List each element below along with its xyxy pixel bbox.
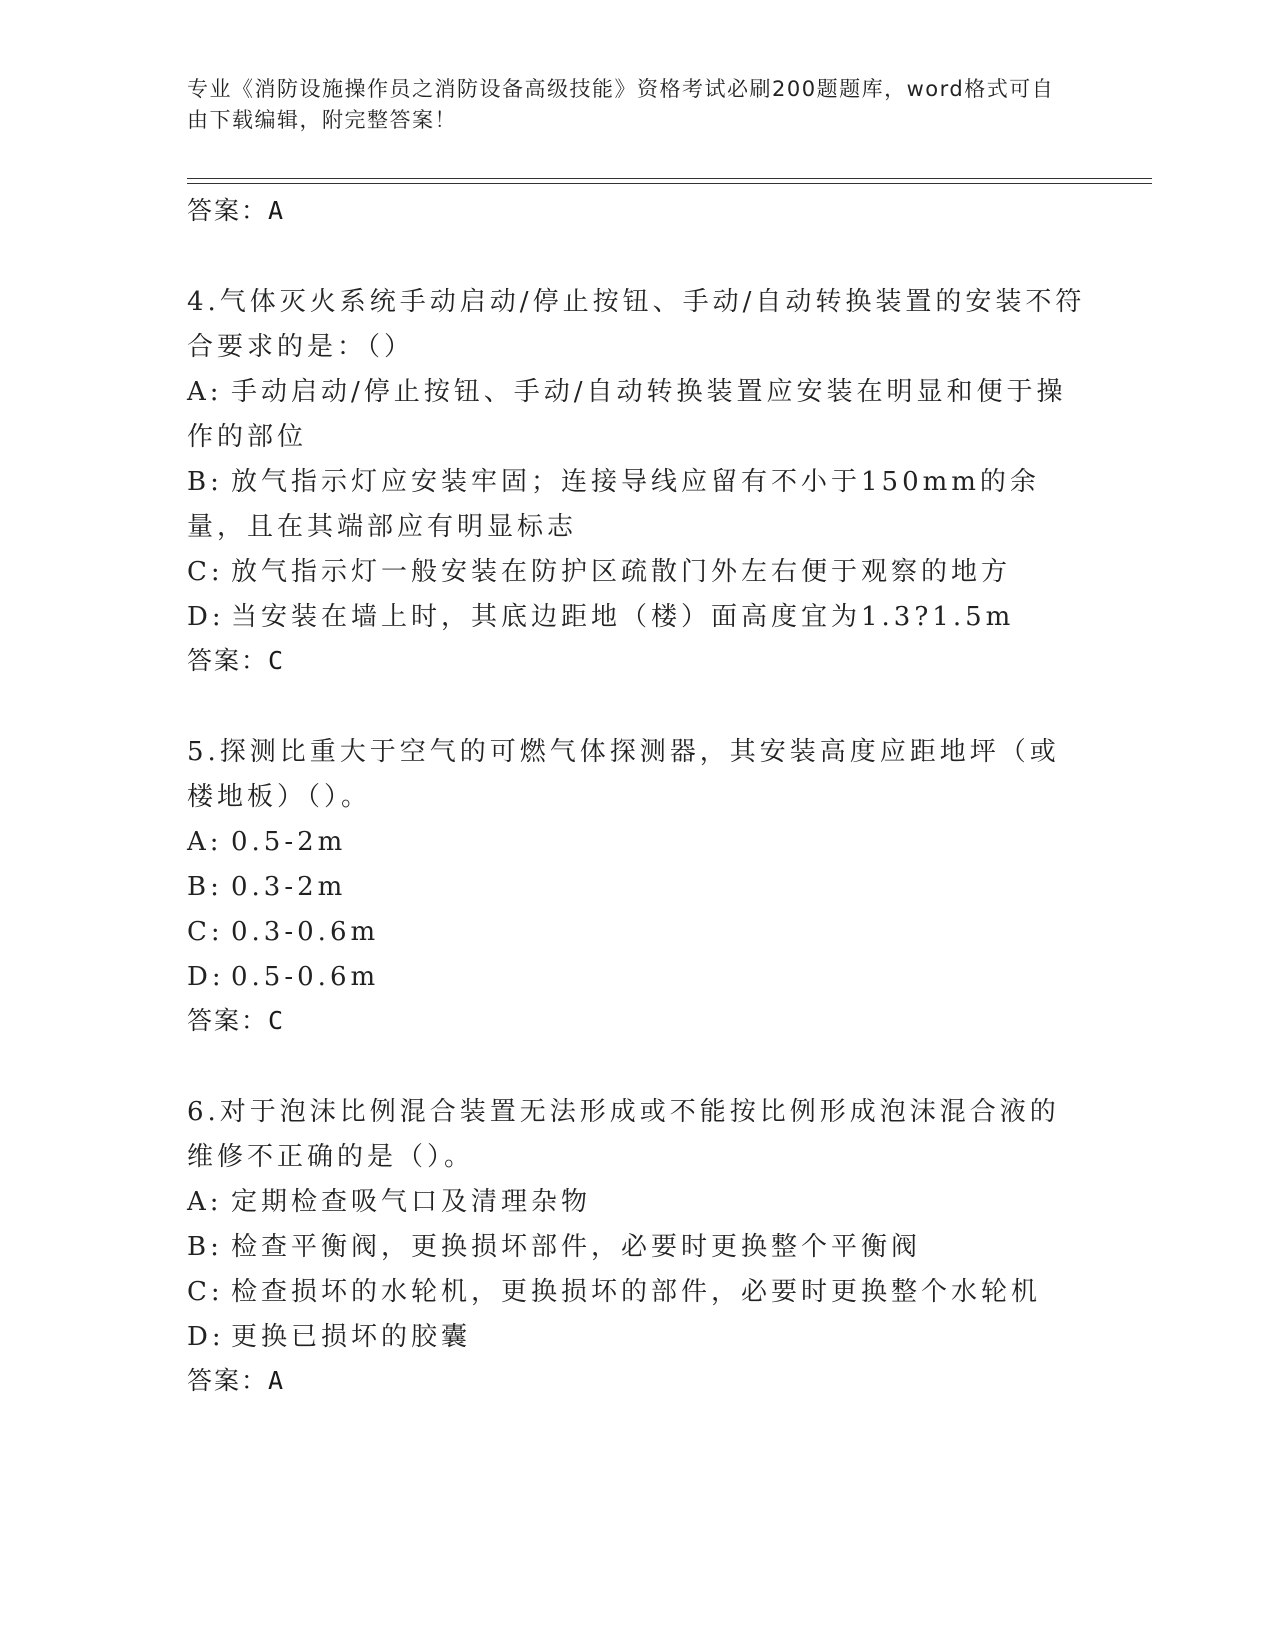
option-text: 0.3-2m: [231, 872, 347, 902]
option-b: [187, 865, 1087, 910]
option-a: [187, 370, 1087, 460]
document-header: 专业《消防设施操作员之消防设备高级技能》资格考试必刷200题题库，word格式可自由下载编辑，附完整答案！: [187, 77, 1055, 132]
answer-line: [187, 190, 1087, 232]
answer-line: [187, 1360, 1087, 1402]
question-4: [187, 280, 1087, 682]
answer-value: A: [268, 1366, 284, 1395]
question-stem: 6.对于泡沫比例混合装置无法形成或不能按比例形成泡沫混合液的维修不正确的是（）。: [187, 1097, 1060, 1172]
header-divider-top: [187, 178, 1152, 179]
option-label: C:: [187, 557, 224, 587]
option-a: [187, 1180, 1087, 1225]
option-text: 定期检查吸气口及清理杂物: [231, 1187, 592, 1217]
option-text: 手动启动/停止按钮、手动/自动转换装置应安装在明显和便于操作的部位: [187, 377, 1067, 452]
answer-label: 答案：: [187, 646, 269, 675]
question-5: [187, 730, 1087, 1042]
option-text: 放气指示灯一般安装在防护区疏散门外左右便于观察的地方: [231, 557, 1012, 587]
option-d: [187, 955, 1087, 1000]
option-label: B:: [187, 467, 223, 497]
option-text: 检查损坏的水轮机，更换损坏的部件，必要时更换整个水轮机: [231, 1277, 1042, 1307]
answer-value: A: [268, 196, 284, 225]
answer-label: 答案：: [187, 1366, 269, 1395]
option-text: 0.5-0.6m: [231, 962, 380, 992]
answer-value: C: [268, 646, 284, 675]
option-label: A:: [187, 1187, 223, 1217]
question-6: [187, 1090, 1087, 1402]
option-d: [187, 595, 1087, 640]
option-label: A:: [187, 377, 223, 407]
option-c: [187, 550, 1087, 595]
question-stem: 5.探测比重大于空气的可燃气体探测器，其安装高度应距地坪（或楼地板）（）。: [187, 737, 1060, 812]
option-d: [187, 1315, 1087, 1360]
option-label: D:: [187, 962, 225, 992]
option-label: B:: [187, 1232, 223, 1262]
option-label: A:: [187, 827, 223, 857]
question-stem: 4.气体灭火系统手动启动/停止按钮、手动/自动转换装置的安装不符合要求的是：（）: [187, 287, 1086, 362]
option-label: D:: [187, 1322, 225, 1352]
answer-line: [187, 1000, 1087, 1042]
option-b: [187, 460, 1087, 550]
option-text: 检查平衡阀，更换损坏部件，必要时更换整个平衡阀: [231, 1232, 922, 1262]
option-label: D:: [187, 602, 225, 632]
answer-label: 答案：: [187, 196, 269, 225]
option-a: [187, 820, 1087, 865]
question-list: [187, 190, 1087, 1402]
option-label: C:: [187, 917, 224, 947]
option-text: 0.5-2m: [231, 827, 347, 857]
option-text: 放气指示灯应安装牢固；连接导线应留有不小于150mm的余量，且在其端部应有明显标志: [187, 467, 1040, 542]
header-divider-bottom: [187, 183, 1152, 184]
option-label: B:: [187, 872, 223, 902]
option-c: [187, 1270, 1087, 1315]
option-text: 0.3-0.6m: [231, 917, 380, 947]
option-text: 更换已损坏的胶囊: [231, 1322, 472, 1352]
answer-label: 答案：: [187, 1006, 269, 1035]
option-c: [187, 910, 1087, 955]
option-text: 当安装在墙上时，其底边距地（楼）面高度宜为1.3?1.5m: [231, 602, 1015, 632]
answer-value: C: [268, 1006, 284, 1035]
option-b: [187, 1225, 1087, 1270]
answer-line: [187, 640, 1087, 682]
option-label: C:: [187, 1277, 224, 1307]
